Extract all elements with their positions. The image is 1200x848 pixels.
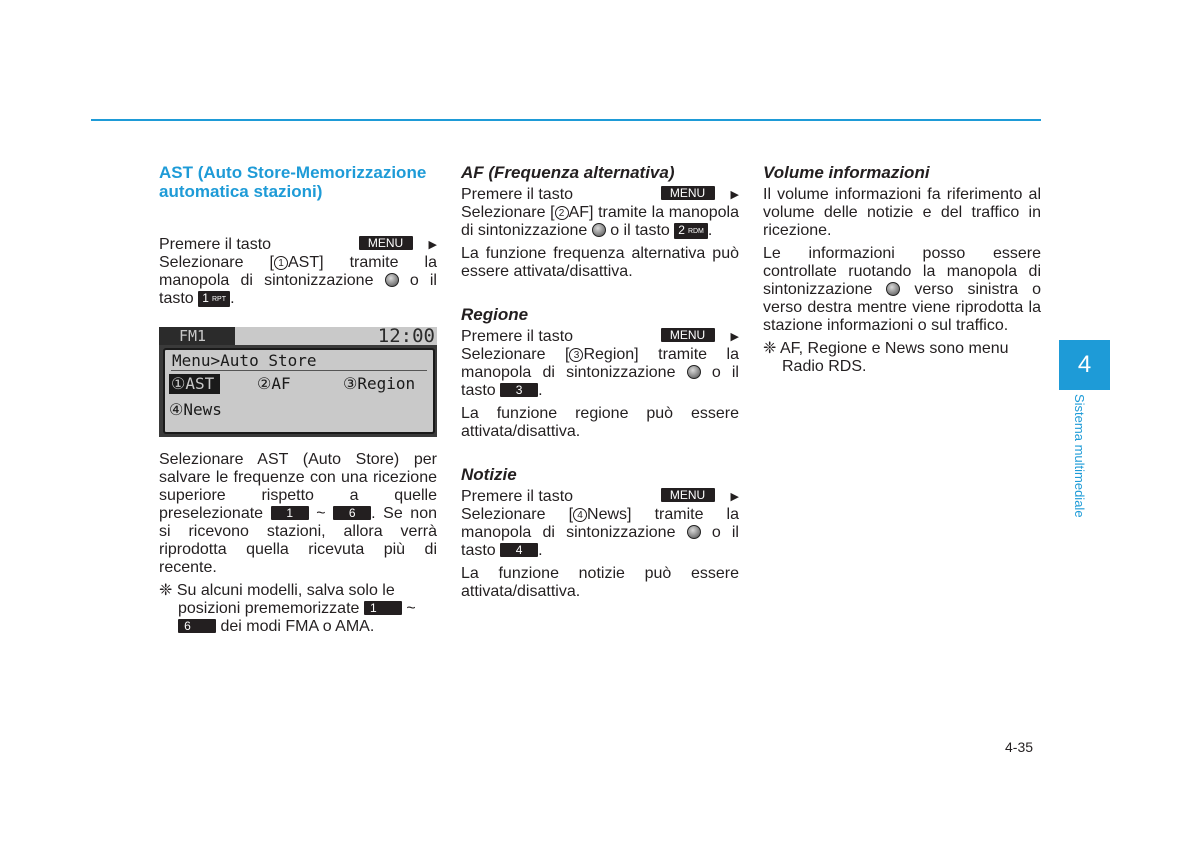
arrow-right-icon: ▶ — [730, 189, 739, 201]
ast-description: Selezionare AST (Auto Store) per salvare le frequenze con una ricezione superiore rispetto a quelle preselezionate 1 ~ 6 . Se non si ricevono stazioni, allora verrà riprodotta quella ricevuta più di recente. — [159, 451, 438, 576]
column-functions — [461, 163, 739, 606]
menu-option-region: ③Region — [343, 374, 416, 393]
af-description: La funzione frequenza alternativa può essere attivata/disattiva. — [461, 245, 739, 280]
tuning-knob-icon — [687, 365, 701, 379]
tuning-knob-icon — [592, 223, 606, 237]
preset-key-icon: 6 — [333, 506, 371, 520]
menu-option-news: ④News — [169, 400, 222, 419]
preset-key-icon: 1 $_{RPT}$ — [198, 291, 230, 307]
preset-key-icon: 1 — [364, 601, 402, 615]
note-symbol: ❈ — [763, 340, 777, 357]
regione-description: La funzione regione può essere attivata/disattiva. — [461, 405, 739, 440]
note-symbol: ❈ — [159, 582, 173, 599]
preset-key-icon: 6 — [178, 619, 216, 633]
page-number: 4-35 — [1005, 739, 1034, 755]
volume-para-2: Le informazioni posso essere controllate ruotando la manopola di sintonizzazione verso sinistra o verso destra mentre viene riprodotta la stazione informazioni o sul traffico. — [763, 245, 1041, 334]
ast-note: ❈ Su alcuni modelli, salva solo le posizioni prememorizzate 1 ~ 6 dei modi FMA o AMA. — [159, 582, 416, 635]
circled-number-icon: 4 — [573, 508, 587, 522]
radio-display — [159, 327, 437, 437]
chapter-label: Sistema multimediale — [1072, 394, 1087, 518]
column-volume — [763, 163, 1041, 381]
tuning-knob-icon — [385, 273, 399, 287]
af-step: Premere il tasto ▶ MENU Selezionare [ 2 AF] tramite la manopola di sintonizzazione o il tasto 2 $_{RDM}$ . — [461, 186, 739, 239]
menu-key-icon: MENU — [661, 186, 715, 200]
preset-key-icon: 3 — [500, 383, 538, 397]
tuning-knob-icon — [886, 282, 900, 296]
ast-step: Premere il tasto ▶ MENU Selezionare [ 1 AST] tramite la manopola di sintonizzazione o il tasto 1 $_{RPT}$ . — [159, 236, 438, 307]
notizie-step: Premere il tasto ▶ MENU Selezionare [ 4 News] tramite la manopola di sintonizzazione o il tasto 4 . — [461, 488, 739, 559]
menu-key-icon: MENU — [661, 488, 715, 502]
circled-number-icon: 3 — [569, 348, 583, 362]
band-label: FM1 — [159, 327, 235, 345]
notizie-heading: Notizie — [461, 465, 517, 484]
arrow-right-icon: ▶ — [730, 491, 739, 503]
tuning-knob-icon — [687, 525, 701, 539]
menu-title: Menu>Auto Store — [172, 351, 317, 370]
preset-key-icon: 1 — [271, 506, 309, 520]
volume-para-1: Il volume informazioni fa riferimento al volume delle notizie e del traffico in ricezione. — [763, 186, 1041, 239]
preset-key-icon: 4 — [500, 543, 538, 557]
preset-key-icon: 2 $_{RDM}$ — [674, 223, 708, 239]
menu-key-icon: MENU — [661, 328, 715, 342]
ast-heading: AST (Auto Store-Memorizzazione automatica stazioni) — [159, 163, 427, 201]
chapter-tab: 4 — [1059, 340, 1110, 390]
header-rule — [91, 119, 1041, 121]
regione-heading: Regione — [461, 305, 529, 324]
clock-label: 12:00 — [377, 325, 435, 347]
circled-number-icon: 1 — [274, 256, 288, 270]
notizie-description: La funzione notizie può essere attivata/disattiva. — [461, 565, 739, 600]
menu-option-af: ②AF — [257, 374, 291, 393]
rds-note: ❈ AF, Regione e News sono menu Radio RDS. — [763, 340, 1009, 375]
menu-key-icon: MENU — [359, 236, 413, 250]
menu-divider — [171, 370, 427, 371]
arrow-right-icon: ▶ — [428, 239, 437, 251]
menu-option-ast: ①AST — [169, 374, 220, 394]
circled-number-icon: 2 — [555, 206, 569, 220]
regione-step: Premere il tasto ▶ MENU Selezionare [ 3 Region] tramite la manopola di sintonizzazione o il tasto 3 . — [461, 328, 740, 399]
arrow-right-icon: ▶ — [730, 331, 739, 343]
af-heading: AF (Frequenza alternativa) — [461, 163, 675, 182]
menu-panel — [163, 348, 435, 434]
volume-heading: Volume informazioni — [763, 163, 930, 182]
column-ast — [159, 163, 437, 641]
